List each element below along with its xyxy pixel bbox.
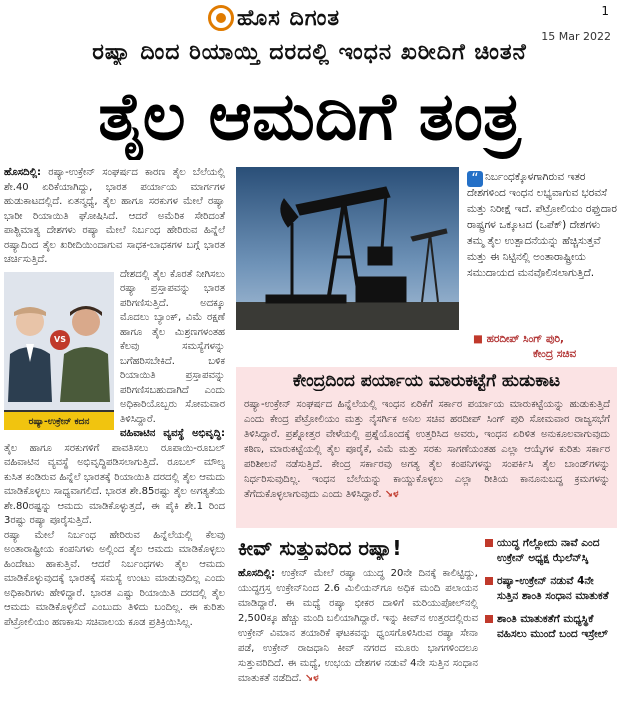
- quote-author-name: ಹರದೀಪ್ ಸಿಂಗ್ ಪುರಿ,: [486, 333, 565, 345]
- brief-label: ಯುದ್ಧ ಗೆಲ್ಲೋದು ನಾವೆ ಎಂದ ಉಕ್ರೇನ್ ಅಧ್ಯಕ್ಷ ಝೆಲೆನ್‌ಸ್ಕಿ: [497, 537, 600, 564]
- pink-end-mark: ↘ಳ: [384, 489, 399, 500]
- logo-text: ಹೊಸ ದಿಗಂತ: [237, 5, 341, 31]
- kicker: ರಷ್ಯಾ ದಿಂದ ರಿಯಾಯ್ತಿ ದರದಲ್ಲಿ ಇಂಧನ ಖರೀದಿಗೆ ಚಿಂತನೆ: [92, 40, 527, 65]
- bullet-icon: [485, 539, 493, 547]
- putin-figure: [6, 292, 54, 402]
- main-story-para4: ರಷ್ಯಾ ಮೇಲೆ ನಿರ್ಬಂಧ ಹೇರಿರುವ ಹಿನ್ನೆಲೆಯಲ್ಲಿ ಕೆಲವು ಅಂತಾರಾಷ್ಟ್ರೀಯ ಕಂಪನಿಗಳು ಅಲ್ಲಿಂದ ತೈಲ ಆಮದು ಮಾಡಿಕೊಳ್ಳಲು ಹಿಂದೇಟು ಹಾಕುತ್ತಿವೆ. ಆದರೆ ನಿರ್ಬಂಧಗಳು ತೈಲ ಆಮದು ಮಾಡಿಕೊಳ್ಳುವುದಕ್ಕೆ ಭಾರತಕ್ಕೆ ಸಮಸ್ಯೆ ಉಂಟು ಮಾಡುವುದಿಲ್ಲ ಎಂದು ಅಧಿಕಾರಿಗಳು ಹೇಳಿದ್ದಾರೆ. ಭಾರತ ಎಷ್ಟು ರಿಯಾಯಿತಿ ದರದಲ್ಲಿ ತೈಲ ಆಮದು ಮಾಡಿಕೊಳ್ಳಲಿದೆ ಎಂಬುದು ತಿಳಿದು ಬಂದಿಲ್ಲ. ಈ ಕುರಿತು ಪೆಟ್ರೋಲಿಯಂ ಹಣಕಾಸು ಸಚಿವಾಲಯ ಕೂಡ ಪ್ರತಿಕ್ರಿಯಿಸಿಲ್ಲ.: [4, 529, 225, 628]
- oil-pump-photo: [236, 167, 459, 330]
- story2-dateline: ಹೊಸದಿಲ್ಲಿ:: [238, 568, 276, 579]
- story2-headline: ಕೀವ್ ಸುತ್ತುವರಿದ ರಷ್ಯಾ!: [238, 536, 402, 560]
- masthead: [0, 0, 619, 43]
- quote-mark-icon: “: [467, 171, 483, 187]
- pink-body-text: ರಷ್ಯಾ-ಉಕ್ರೇನ್ ಸಂಘರ್ಷದ ಹಿನ್ನೆಲೆಯಲ್ಲಿ ಇಂಧನ ಏರಿಕೆಗೆ ಸರ್ಕಾರ ಪರ್ಯಾಯ ಮಾರುಕಟ್ಟೆಯನ್ನು ಹುಡುಕುತ್ತಿದೆ ಎಂದು ಕೇಂದ್ರ ಪೆಟ್ರೋಲಿಯಂ ಮತ್ತು ನೈಸರ್ಗಿಕ ಅನಿಲ ಸಚಿವ ಹರದೀಪ್ ಸಿಂಗ್ ಪುರಿ ಸೋಮವಾರ ರಾಜ್ಯಸಭೆಗೆ ತಿಳಿಸಿದ್ದಾರೆ. ಪ್ರಶ್ನೋತ್ತರ ವೇಳೆಯಲ್ಲಿ ಪ್ರಶ್ನೆಯೊಂದಕ್ಕೆ ಉತ್ತರಿಸಿದ ಅವರು, ಇಂಧನ ಏರಿಳಿತ ಅನುಕೂಲವಾಗುವುದು ಕಠಿಣ, ಮಾರುಕಟ್ಟೆಯಲ್ಲಿ ತೈಲ ಪೂರೈಕೆ, ವಿಮೆ ಮತ್ತು ಸರಕು ಸಾಗಣೆಯಂತಹ ಎಲ್ಲಾ ಆಯ್ಕೆಗಳ ಕುರಿತು ಸರ್ಕಾರ ಪರಿಶೀಲನೆ ನಡೆಸುತ್ತಿದೆ. ಕೇಂದ್ರ ಸರ್ಕಾರವು ಅಗತ್ಯ ತೈಲ ಕಂಪನಿಗಳನ್ನು ಸಂಪರ್ಕಿಸಿ ತೈಲ ಬಾಂಡ್‌ಗಳನ್ನು ನಿರ್ಧರಿಸುವುದಿಲ್ಲ. ಇಂಧನ ಬೆಲೆಯನ್ನು ಕಾಯ್ದುಕೊಳ್ಳಲು ಎಲ್ಲಾ ರೀತಿಯ ಕಾನೂನುಬದ್ಧ ಕ್ರಮಗಳನ್ನು ತೆಗೆದುಕೊಳ್ಳಲಾಗುವುದು ಎಂದು ತಿಳಿಸಿದ್ದಾರೆ.: [244, 399, 610, 500]
- bullet-icon: [485, 615, 493, 623]
- main-story: [4, 166, 225, 630]
- issue-date: 15 Mar 2022: [541, 30, 611, 43]
- quote-author: [473, 332, 576, 362]
- para3-text: ತೈಲ ಹಾಗೂ ಸರಕುಗಳಿಗೆ ಪಾವತಿಸಲು ರೂಪಾಯಿ-ರೂಬಲ್ ವಹಿವಾಟಿನ ವ್ಯವಸ್ಥೆ ಅಭಿವೃದ್ಧಿಪಡಿಸಲಾಗುತ್ತಿದೆ. ರೂಬಲ್ ಮೌಲ್ಯ ಕುಸಿತ ಕಂಡಿರುವ ಹಿನ್ನೆಲೆ ಭಾರತಕ್ಕೆ ರಿಯಾಯಿತಿ ದರದಲ್ಲಿ ತೈಲ ಆಮದು ಮಾಡಿಕೊಳ್ಳಲು ಸಾಧ್ಯವಾಗಲಿದೆ. ಭಾರತ ಶೇ.85ರಷ್ಟು ತೈಲ ಅಗತ್ಯತೆಯ ಶೇ.80ರಷ್ಟನ್ನು ಆಮದು ಮಾಡಿಕೊಳ್ಳುತ್ತದೆ, ಈ ಪೈಕಿ ಶೇ.1 ರಿಂದ 3ರಷ್ಟು ರಷ್ಯಾ ಪೂರೈಸುತ್ತಿದೆ.: [4, 442, 225, 526]
- story2-text: ಉಕ್ರೇನ್ ಮೇಲೆ ರಷ್ಯಾ ಯುದ್ಧ 20ನೇ ದಿನಕ್ಕೆ ಕಾಲಿಟ್ಟಿದ್ದು, ಯುದ್ಧಗ್ರಸ್ತ ಉಕ್ರೇನ್‌ನಿಂದ 2.6 ಮಿಲಿಯನ್‌ಗೂ ಅಧಿಕ ಮಂದಿ ಪಲಾಯನ ಮಾಡಿದ್ದಾರೆ. ಈ ಮಧ್ಯೆ ರಷ್ಯಾ ಭೀಕರ ದಾಳಿಗೆ ಮರಿಯುಪೋಲ್‌ನಲ್ಲಿ 2,500ಕ್ಕೂ ಹೆಚ್ಚು ಮಂದಿ ಬಲಿಯಾಗಿದ್ದಾರೆ. ಇನ್ನು ಕೀವ್‌ನ ಉತ್ತರದಲ್ಲಿರುವ ಉಕ್ರೇನ್ ವಿಮಾನ ತಯಾರಿಕೆ ಘಟಕವನ್ನು ಧ್ವಂಸಗೊಳಿಸಿರುವ ರಷ್ಯಾ ಸೇನಾ ಪಡೆ, ಉಕ್ರೇನ್ ರಾಜಧಾನಿ ಕೀವ್ ನಗರದ ಮೂರು ಭಾಗಗಳಿಂದಲೂ ಸುತ್ತುವರಿದಿದೆ. ಈ ಮಧ್ಯೆ, ಉಭಯ ದೇಶಗಳ ನಡುವೆ 4ನೇ ಸುತ್ತಿನ ಸಂಧಾನ ಮಾತುಕತೆ ನಡೆದಿದೆ.: [238, 568, 478, 684]
- pink-box-body: [244, 397, 610, 502]
- pink-box-headline: ಕೇಂದ್ರದಿಂದ ಪರ್ಯಾಯ ಮಾರುಕಟ್ಟೆಗೆ ಹುಡುಕಾಟ: [292, 371, 561, 391]
- page-number: 1: [601, 4, 609, 18]
- brief-item: [483, 612, 617, 642]
- story2-end-mark: ↘ಳ: [304, 673, 319, 684]
- para1-text: ರಷ್ಯಾ-ಉಕ್ರೇನ್ ಸಂಘರ್ಷದ ಕಾರಣ ತೈಲ ಬೆಲೆಯಲ್ಲಿ ಶೇ.40 ಏರಿಕೆಯಾಗಿದ್ದು, ಭಾರತ ಪರ್ಯಾಯ ಮಾರ್ಗಗಳ ಹುಡುಕಾಟದಲ್ಲಿದೆ. ಏತನ್ಮಧ್ಯೆ, ತೈಲ ಹಾಗೂ ಸರಕುಗಳ ಮೇಲೆ ರಷ್ಯಾ ಭಾರೀ ರಿಯಾಯಿತಿ ಘೋಷಿಸಿದೆ. ಆದರೆ ಅಮೆರಿಕ ಸೇರಿದಂತೆ ಪಾಶ್ಚಿಮಾತ್ಯ ದೇಶಗಳು ರಷ್ಯಾ ಮೇಲೆ ನಿರ್ಬಂಧ ಹೇರಿರುವ ಹಿನ್ನೆಲೆ ರಷ್ಯಾದಿಂದ ತೈಲ ಖರೀದಿಯಿಂದಾಗುವ ಸಾಧಕ-ಬಾಧಕಗಳ ಬಗ್ಗೆ ಭಾರತ ಚರ್ಚಿಸುತ್ತಿದೆ.: [4, 167, 225, 265]
- quote-author-title: ಕೇಂದ್ರ ಸಚಿವ: [533, 348, 577, 360]
- quote-text: ನಿರ್ಬಂಧಕ್ಕೊಳಗಾಗಿರುವ ಇತರ ದೇಶಗಳಿಂದ ಇಂಧನ ಲಭ್ಯವಾಗುವ ಭರವಸೆ ಮತ್ತು ನಿರೀಕ್ಷೆ ಇದೆ. ಪೆಟ್ರೋಲಿಯಂ ರಫ್ತುದಾರ ರಾಷ್ಟ್ರಗಳ ಒಕ್ಕೂಟದ (ಒಪೆಕ್) ದೇಶಗಳು ತಮ್ಮ ತೈಲ ಉತ್ಪಾದನೆಯನ್ನು ಹೆಚ್ಚಿಸುತ್ತವೆ ಮತ್ತು ಈ ನಿಟ್ಟಿನಲ್ಲಿ ಅಂತಾರಾಷ್ಟ್ರೀಯ ಸಮುದಾಯದ ಮನವೊಲಿಸಲಾಗುತ್ತಿದೆ.: [467, 171, 617, 279]
- subhead: ವಹಿವಾಟಿನ ವ್ಯವಸ್ಥೆ ಅಭಿವೃದ್ಧಿ:: [120, 428, 225, 439]
- brief-label: ರಷ್ಯಾ-ಉಕ್ರೇನ್ ನಡುವೆ 4ನೇ ಸುತ್ತಿನ ಶಾಂತಿ ಸಂಧಾನ ಮಾತುಕತೆ: [497, 575, 609, 602]
- bullet-icon: [485, 577, 493, 585]
- main-story-para2: ದೇಶದಲ್ಲಿ ತೈಲ ಕೊರತೆ ನೀಗಿಸಲು ರಷ್ಯಾ ಪ್ರಸ್ತಾಪವನ್ನು ಭಾರತ ಪರಿಗಣಿಸುತ್ತಿದೆ. ಅದಕ್ಕೂ ಮೊದಲು ಬ್ಯಾಂಕ್, ವಿಮೆ ರಕ್ಷಣೆ ಹಾಗೂ ತೈಲ ಮಿಶ್ರಣಗಳಂತಹ ಕೆಲವು ಸಮಸ್ಯೆಗಳನ್ನು ಬಗೆಹರಿಸಬೇಕಿದೆ. ಬಳಿಕ ರಿಯಾಯಿತಿ ಪ್ರಸ್ತಾಪವನ್ನು ಪರಿಗಣಿಸಬಹುದಾಗಿದೆ ಎಂದು ಅಧಿಕಾರಿಯೊಬ್ಬರು ಸೋಮವಾರ ತಿಳಿಸಿದ್ದಾರೆ.: [120, 268, 225, 425]
- news-briefs: [483, 536, 617, 650]
- leaders-photo: [4, 272, 114, 430]
- newspaper-logo: [208, 3, 340, 33]
- vs-badge: VS: [50, 330, 70, 350]
- brief-item: [483, 574, 617, 604]
- main-story-para1: [4, 166, 225, 268]
- dateline: ಹೊಸದಿಲ್ಲಿ:: [4, 167, 42, 178]
- logo-sun-icon: [208, 5, 234, 31]
- story2-body: [238, 566, 478, 686]
- sidebar-story-pink: [236, 367, 617, 528]
- main-headline: ತೈಲ ಆಮದಿಗೆ ತಂತ್ರ: [98, 78, 521, 155]
- brief-item: [483, 536, 617, 566]
- quote-author-bullet-icon: ■: [473, 333, 487, 345]
- main-story-para3: [4, 427, 225, 529]
- inset-caption: ರಷ್ಯಾ-ಉಕ್ರೇನ್ ಕದನ: [4, 410, 114, 430]
- brief-label: ಶಾಂತಿ ಮಾತುಕತೆಗೆ ಮಧ್ಯಸ್ಥಿಕೆ ವಹಿಸಲು ಮುಂದೆ ಬಂದ ಇಸ್ರೇಲ್: [497, 613, 608, 640]
